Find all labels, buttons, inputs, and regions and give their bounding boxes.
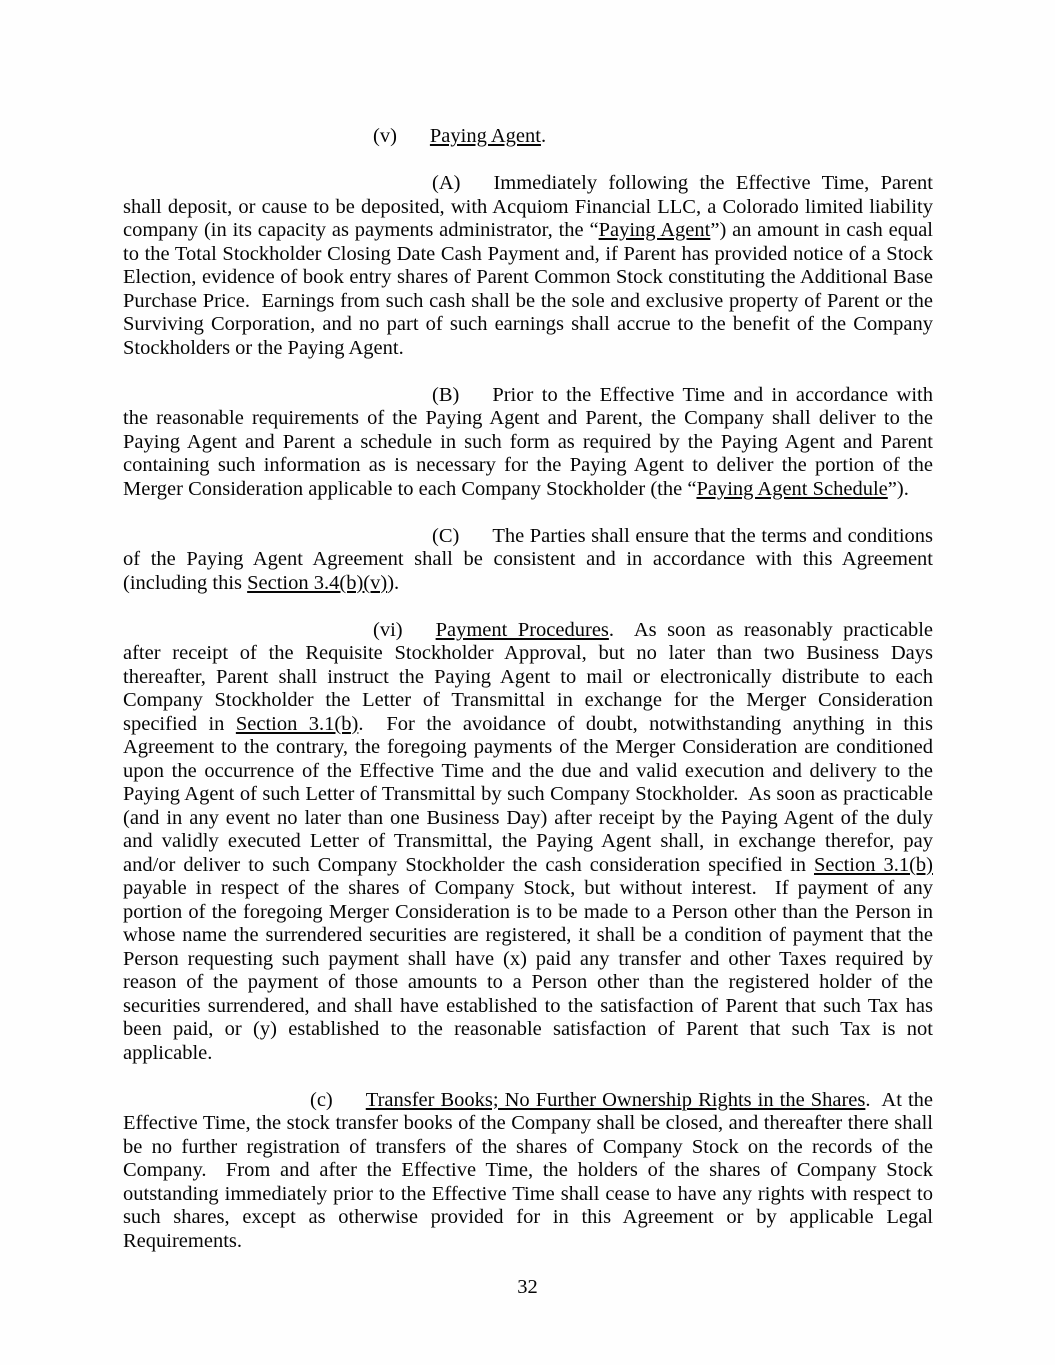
heading-payment-procedures: Payment Procedures: [435, 618, 609, 641]
cross-reference-section-3-1-b: Section 3.1(b): [814, 853, 933, 876]
paragraph-A-text: ”) an amount in cash equal to the Total Stockholder Closing Date Cash Payment and, if Parent has provided notice of a Stock Election, evidence of book entry shares of Parent Common Stock constituting the Additional Base Purchase Price. Earnings from such cash shall be the sole and exclusive property of Parent or the Surviving Corporation, and no part of such earnings shall accrue to the benefit of the Company Stockholders or the Paying Agent.: [123, 219, 934, 359]
clause-number-c: (c): [310, 1088, 333, 1111]
tab-gap: [459, 400, 492, 401]
tab-gap: [459, 541, 492, 542]
heading-period: .: [540, 125, 547, 147]
paragraph-C: [123, 525, 933, 596]
clause-number-vi: (vi): [373, 618, 403, 641]
paragraph-vi-text: payable in respect of the shares of Company Stock, but without interest. If payment of any portion of the foregoing Merger Consideration is to be made to a Person other than the Person in whose name the surrendered securities are registered, it shall be a condition of payment that the Person requesting such payment shall have (x) paid any transfer and other Taxes required by reason of the payment of those amounts to a Person other than the registered holder of the securities surrendered, and shall have established to the satisfaction of Parent that such Tax has been paid, or (y) established to the reasonable satisfaction of Parent that such Tax is not applicable.: [123, 877, 933, 1064]
tab-indent: [123, 635, 373, 636]
tab-indent: [123, 541, 432, 542]
paragraph-vi-text: . As soon as reasonably practicable after receipt of the Requisite Stockholder Approval, but no later than two Business Days thereafter, Parent shall instruct the Paying Agent to mail or electronically distribute to each Company Stockholder the Letter of Transmittal in exchange for the Merger Consideration specified in: [123, 618, 933, 735]
tab-indent: [123, 400, 432, 401]
defined-term-paying-agent: Paying Agent: [598, 219, 711, 241]
paragraph-c-text: . At the Effective Time, the stock transfer books of the Company shall be closed, and thereafter there shall be no further registration of transfers of the shares of Company Stock on the records of the Company. From and after the Effective Time, the holders of the shares of Company Stock outstanding immediately prior to the Effective Time shall cease to have any rights with respect to such shares, except as otherwise provided for in this Agreement or by applicable Legal Requirements.: [123, 1088, 933, 1252]
clause-number-A: (A): [432, 172, 461, 194]
page-number: 32: [517, 1276, 538, 1298]
clause-number-v: (v): [373, 125, 397, 147]
tab-gap: [403, 635, 436, 636]
tab-indent: [123, 141, 373, 142]
paragraph-vi-payment-procedures: [123, 619, 933, 1066]
clause-number-C: (C): [432, 524, 460, 547]
cross-reference-section-3-4-b-v: Section 3.4(b)(v): [247, 571, 388, 594]
tab-indent: [123, 188, 432, 189]
cross-reference-section-3-1-b: Section 3.1(b): [235, 712, 359, 735]
paragraph-C-text: The Parties shall ensure that the terms and conditions of the Paying Agent Agreement shall be consistent and in accordance with this Agreement (including this: [123, 524, 933, 594]
document-body: [123, 125, 933, 1277]
paragraph-vi-text: . For the avoidance of doubt, notwithstanding anything in this Agreement to the contrary, the foregoing payments of the Merger Consideration are conditioned upon the occurrence of the Effective Time and the due and valid execution and delivery to the Paying Agent of such Letter of Transmittal by such Company Stockholder. As soon as practicable (and in any event no later than one Business Day) after receipt by the Paying Agent of the duly and validly executed Letter of Transmittal, the Paying Agent shall, in exchange therefor, pay and/or deliver to such Company Stockholder the cash consideration specified in: [123, 712, 933, 876]
paragraph-c-transfer-books: [123, 1089, 933, 1254]
tab-gap: [397, 141, 430, 142]
paragraph-A: [123, 172, 933, 360]
paragraph-C-text: ).: [387, 571, 400, 594]
defined-term-paying-agent-schedule: Paying Agent Schedule: [696, 477, 888, 500]
heading-paying-agent: [123, 125, 933, 149]
heading-paying-agent-title: Paying Agent: [429, 125, 541, 147]
clause-number-B: (B): [432, 383, 460, 406]
paragraph-B-text: ”).: [887, 477, 909, 500]
tab-indent: [123, 1105, 310, 1106]
paragraph-B: [123, 384, 933, 502]
paragraph-A-text: Immediately following the Effective Time, Parent shall deposit, or cause to be deposited, with Acquiom Financial LLC, a Colorado limited liability company (in its capacity as payments administrator, the “: [123, 172, 933, 241]
paragraph-B-text: Prior to the Effective Time and in accordance with the reasonable requirements of the Paying Agent and Parent, the Company shall deliver to the Paying Agent and Parent a schedule in such form as required by the Paying Agent and Parent containing such information as is necessary for the Paying Agent to deliver the portion of the Merger Consideration applicable to each Company Stockholder (the “: [123, 383, 933, 500]
tab-gap: [460, 188, 493, 189]
tab-gap: [333, 1105, 366, 1106]
heading-transfer-books: Transfer Books; No Further Ownership Rights in the Shares: [365, 1088, 866, 1111]
